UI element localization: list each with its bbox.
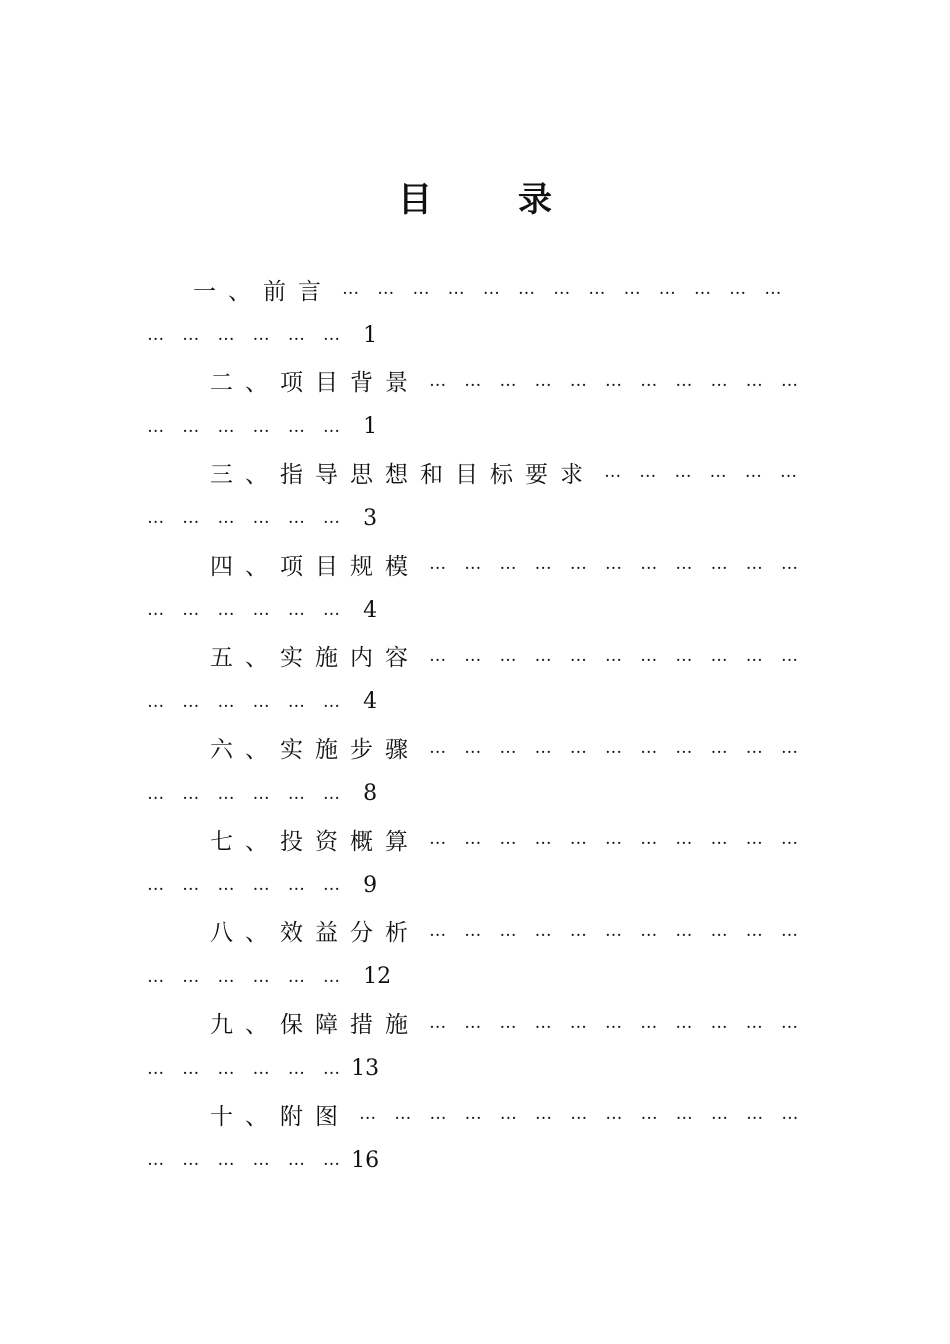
dot-leader: … … … … … … … … … … … (429, 829, 798, 850)
toc-entry-label: 九、保障措施 (210, 1012, 420, 1039)
toc-page-number: 3 (363, 505, 378, 531)
toc-entry[interactable] (0, 914, 950, 1006)
toc-page-number: 16 (351, 1147, 380, 1173)
toc-entry[interactable] (0, 639, 950, 731)
toc-entry-label: 四、项目规模 (210, 553, 420, 580)
dot-leader: … … … … … … (604, 462, 798, 483)
dot-leader: … … … … … … … … … … … … … (342, 279, 782, 299)
dot-leader: … … … … … … … … … … … (429, 920, 798, 941)
toc-entry[interactable] (0, 731, 950, 823)
dot-leader: … … … … … … (147, 783, 341, 804)
toc-entry[interactable] (0, 822, 950, 914)
toc-page-number: 1 (363, 322, 378, 348)
toc-page-number: 12 (363, 964, 392, 990)
dot-leader: … … … … … … … … … … … (429, 1012, 798, 1033)
toc-entry[interactable] (0, 1006, 950, 1098)
toc-entry-label: 一、前言 (193, 278, 333, 305)
toc-entry[interactable] (0, 364, 950, 456)
toc-entry[interactable] (0, 272, 950, 364)
dot-leader: … … … … … … (147, 966, 341, 987)
toc-page-number: 4 (363, 597, 378, 623)
toc-page-number: 9 (363, 872, 378, 898)
toc-entry[interactable] (0, 455, 950, 547)
toc-entry[interactable] (0, 1097, 950, 1189)
dot-leader: … … … … … … (147, 1150, 341, 1171)
toc-entry-label: 十、附图 (210, 1103, 350, 1130)
dot-leader: … … … … … … (147, 325, 341, 345)
dot-leader: … … … … … … … … … … … (429, 645, 798, 666)
title-char-2: 录 (518, 180, 552, 220)
dot-leader: … … … … … … (147, 600, 341, 621)
toc-page-number: 13 (351, 1056, 380, 1082)
dot-leader: … … … … … … (147, 875, 341, 896)
title-char-1: 目 (398, 180, 432, 220)
toc-page-number: 8 (363, 781, 378, 806)
dot-leader: … … … … … … … … … … … … … (359, 1104, 799, 1125)
dot-leader: … … … … … … (147, 508, 341, 529)
dot-leader: … … … … … … (147, 691, 341, 712)
toc-page-number: 1 (363, 414, 378, 440)
dot-leader: … … … … … … … … … … … (429, 554, 798, 575)
toc-entry-label: 三、指导思想和目标要求 (210, 461, 595, 488)
dot-leader: … … … … … … (147, 416, 341, 437)
toc-entry[interactable] (0, 547, 950, 639)
dot-leader: … … … … … … (147, 1058, 341, 1079)
dot-leader: … … … … … … … … … … … (429, 737, 798, 758)
toc-page-number: 4 (363, 689, 378, 715)
toc-entry-label: 二、项目背景 (210, 370, 420, 397)
dot-leader: … … … … … … … … … … … (429, 370, 798, 391)
toc-entry-label: 七、投资概算 (210, 828, 420, 855)
toc-entry-label: 六、实施步骤 (210, 737, 420, 763)
toc-entry-label: 八、效益分析 (210, 920, 420, 947)
toc-entry-label: 五、实施内容 (210, 645, 420, 672)
